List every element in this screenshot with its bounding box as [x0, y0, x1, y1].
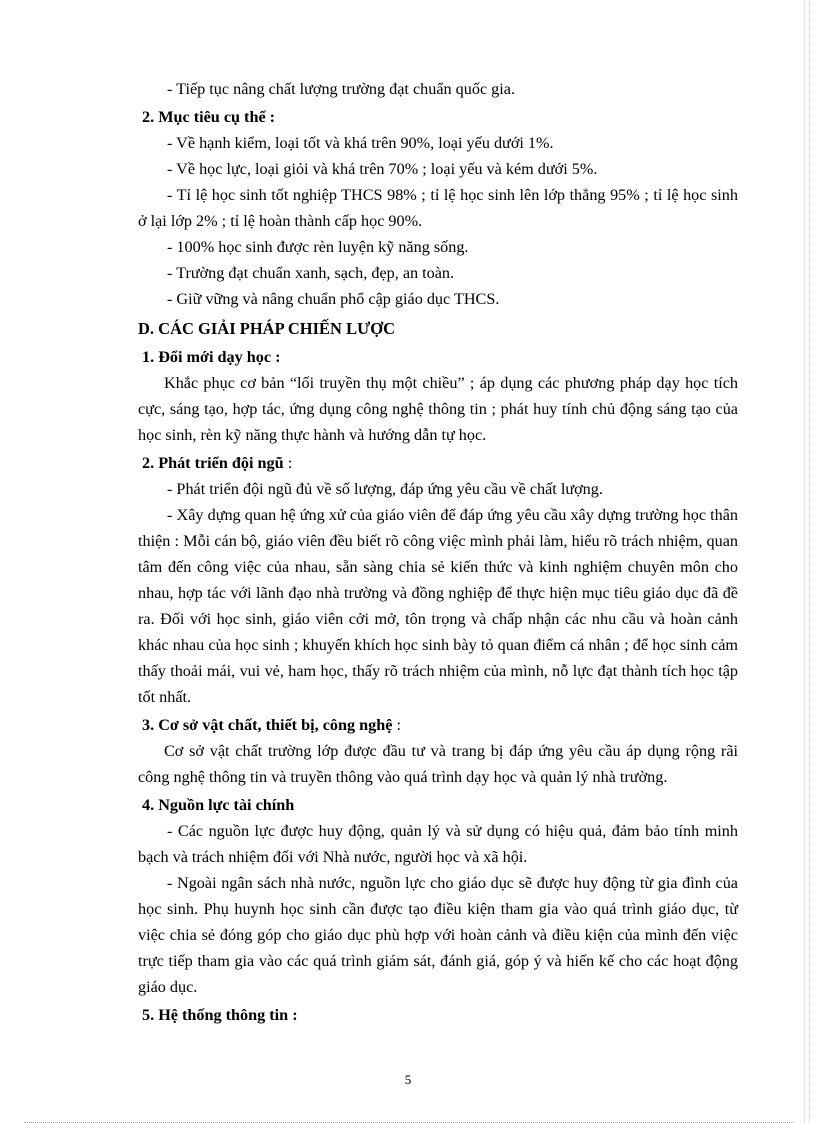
- section-2-suffix: :: [283, 454, 293, 472]
- section-3-suffix: :: [392, 716, 401, 734]
- goal-item: - Giữ vững và nâng chuẩn phổ cập giáo dục THCS.: [167, 290, 500, 308]
- section-2-title: 2. Phát triển đội ngũ: [142, 454, 284, 472]
- page-number: 5: [404, 1072, 412, 1087]
- section-5-heading: 5. Hệ thống thông tin :: [142, 1006, 298, 1024]
- section-d-heading: D. CÁC GIẢI PHÁP CHIẾN LƯỢC: [138, 319, 395, 338]
- goal-item: - 100% học sinh được rèn luyện kỹ năng sống.: [167, 238, 469, 256]
- section-3-title: 3. Cơ sở vật chất, thiết bị, công nghệ: [142, 716, 393, 734]
- goal-item: - Tỉ lệ học sinh tốt nghiệp THCS 98% ; tỉ lệ học sinh lên lớp thẳng 95% ; tỉ lệ học sinh ở lại lớp 2% ; tỉ lệ hoàn thành cấp học 90%.: [138, 186, 738, 230]
- specific-goals-heading: 2. Mục tiêu cụ thể :: [142, 108, 276, 126]
- section-3-text: Cơ sở vật chất trường lớp được đầu tư và trang bị đáp ứng yêu cầu áp dụng rộng rãi công nghệ thông tin và truyền thông vào quá trình dạy học và quản lý nhà trường.: [138, 742, 738, 786]
- goal-item: - Về hạnh kiểm, loại tốt và khá trên 90%, loại yếu dưới 1%.: [167, 134, 554, 152]
- page-content: [138, 76, 738, 1028]
- section-1-text: Khắc phục cơ bản “lối truyền thụ một chiều” ; áp dụng các phương pháp dạy học tích cực, sáng tạo, hợp tác, ứng dụng công nghệ thông tin ; phát huy tính chủ động sáng tạo của học sinh, rèn kỹ năng thực hành và hướng dẫn tự học.: [138, 374, 738, 444]
- goal-item: - Trường đạt chuẩn xanh, sạch, đẹp, an toàn.: [167, 264, 455, 282]
- section-2-paragraph: - Phát triển đội ngũ đủ về số lượng, đáp ứng yêu cầu về chất lượng.: [167, 480, 603, 498]
- goal-item: - Về học lực, loại giỏi và khá trên 70% ; loại yếu và kém dưới 5%.: [167, 160, 598, 178]
- section-4-heading: 4. Nguồn lực tài chính: [142, 796, 295, 814]
- section-4-paragraph: - Ngoài ngân sách nhà nước, nguồn lực cho giáo dục sẽ được huy động từ gia đình của học sinh. Phụ huynh học sinh cần được tạo điều kiện tham gia vào quá trình giáo dục, từ việc chia sẻ đóng góp cho giáo dục phù hợp với hoàn cảnh và điều kiện của mình đến việc trực tiếp tham gia vào các quá trình giám sát, đánh giá, góp ý và hiến kế cho các hoạt động giáo dục.: [138, 874, 738, 996]
- section-3-heading: [138, 712, 738, 738]
- section-2-heading: [138, 450, 738, 476]
- page-right-border-outer: [809, 0, 810, 1123]
- section-4-paragraph: - Các nguồn lực được huy động, quản lý và sử dụng có hiệu quả, đảm bảo tính minh bạch và trách nhiệm đối với Nhà nước, người học và xã hội.: [138, 822, 738, 866]
- section-2-paragraph: - Xây dựng quan hệ ứng xử của giáo viên để đáp ứng yêu cầu xây dựng trường học thân thiện : Mỗi cán bộ, giáo viên đều biết rõ công việc mình phải làm, hiểu rõ trách nhiệm, quan tâm đến công việc của nhau, sẵn sàng chia sẻ kiến thức và kinh nghiệm chuyên môn cho nhau, hợp tác với lãnh đạo nhà trường và đồng nghiệp để thực hiện mục tiêu giáo dục đã đề ra. Đối với học sinh, giáo viên cởi mở, tôn trọng và chấp nhận các nhu cầu và hoàn cảnh khác nhau của học sinh ; khuyến khích học sinh bày tỏ quan điểm cá nhân ; để học sinh cảm thấy thoải mái, vui vẻ, ham học, thấy rõ trách nhiệm của mình, nỗ lực đạt thành tích học tập tốt nhất.: [138, 506, 738, 706]
- page-right-border: [804, 0, 805, 1123]
- intro-bullet: - Tiếp tục nâng chất lượng trường đạt chuẩn quốc gia.: [167, 80, 516, 98]
- section-1-heading: 1. Đổi mới dạy học :: [142, 348, 281, 366]
